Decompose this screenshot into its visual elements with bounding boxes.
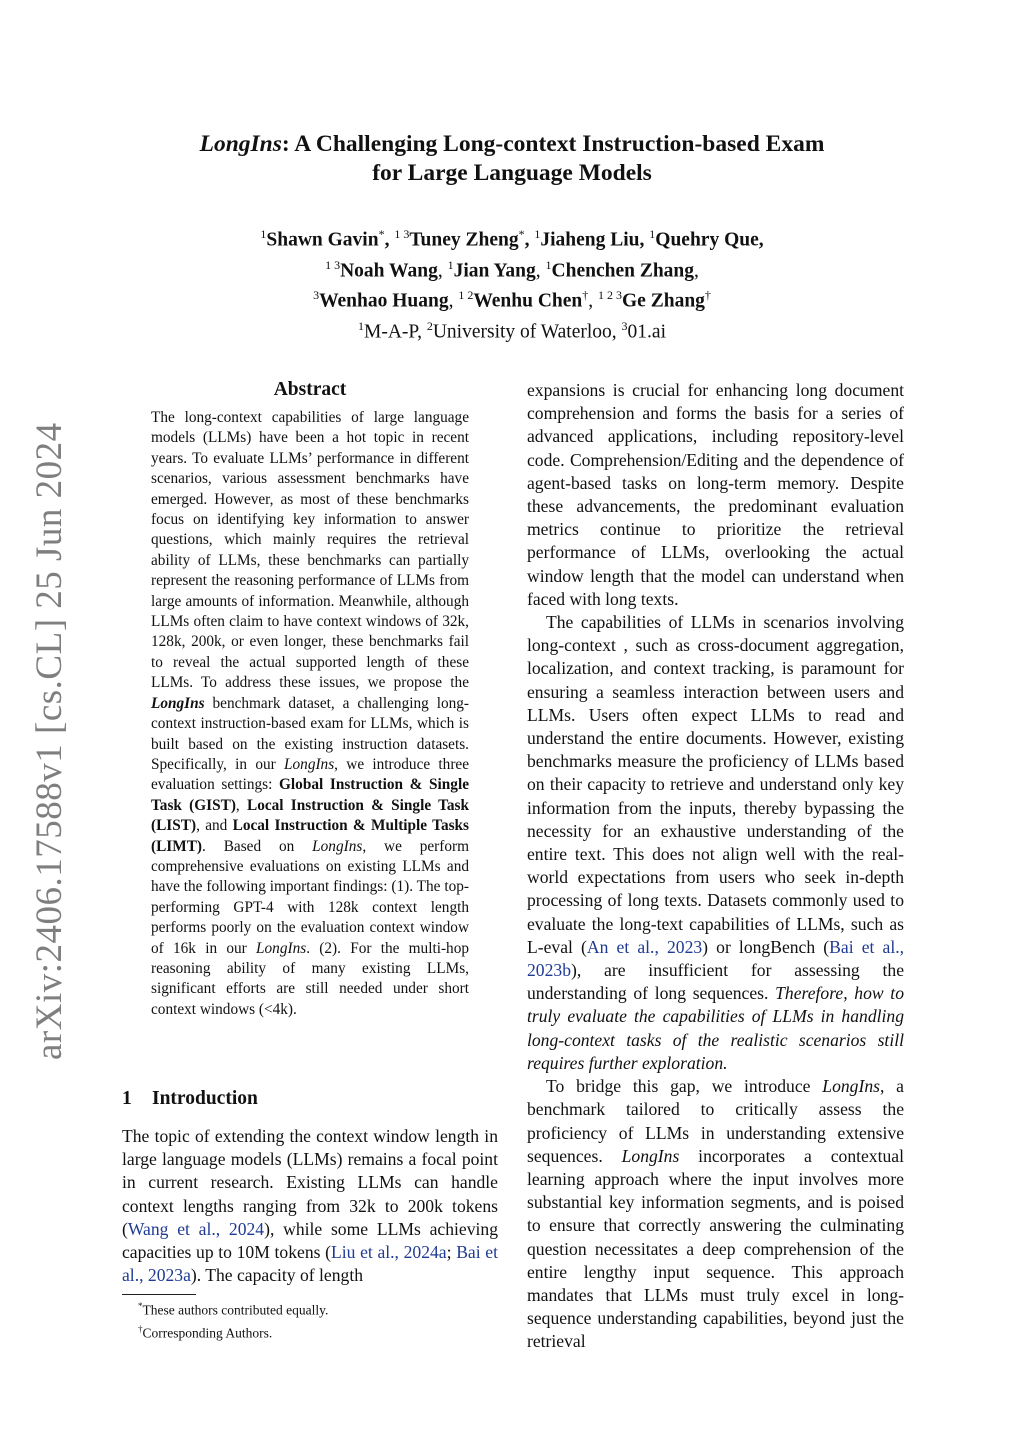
author-name: Shawn Gavin [266,229,379,251]
footnote-corresponding: †Corresponding Authors. [138,1323,273,1340]
author-name: Noah Wang [340,260,438,281]
arxiv-identifier: arXiv:2406.17588v1 [cs.CL] 25 Jun 2024 [29,422,70,1060]
author-name: Jiaheng Liu [540,229,640,251]
paragraph: To bridge this gap, we introduce LongIns, a benchmark tailored to critically assess the proficiency of LLMs in understanding extensive sequences. LongIns incorporates a contextual learning approach where the input involves more substantial key information segments, and is poised to ensure that correctly answering the culminating question necessitates a deep comprehension of the entire lengthy input sequence. This approach mandates that LLMs must truly excel in long-sequence understanding capabilities, beyond just the retrieval [527,1076,904,1352]
footnote-equal-contribution: *These authors contributed equally. [138,1301,329,1318]
title-benchmark-name: LongIns [199,131,282,157]
section-heading: 1 Introduction [122,1088,258,1109]
author-name: Chenchen Zhang [551,260,695,281]
citation-link[interactable]: Wang et al., 2024 [127,1218,265,1239]
citation-link[interactable]: Bai et al., 2023a [122,1242,498,1286]
author-name: Quehry Que [655,229,759,251]
author-name: Wenhao Huang [319,290,449,312]
footnote-divider [122,1294,196,1295]
author-name: Jian Yang [453,260,536,281]
paper-title [120,130,904,188]
author-row-2: $^{1 3}$Noah Wang, $^1$Jian Yang, $^1$Chenchen Zhang, [325,257,699,281]
abstract-section [151,378,469,1020]
author-name: Wenhu Chen [473,290,583,312]
citation-link[interactable]: Bai et al., 2023b [527,936,905,981]
affiliations: $^1$M-A-P, $^2$University of Waterloo, $^3$01.ai [358,318,666,342]
author-name: Ge Zhang [622,290,705,312]
author-block [120,222,904,344]
intro-paragraph: The topic of extending the context window length in large language models (LLMs) remains a focal point in current research. Existing LLMs can handle context lengths ranging from 32k to 200k tokens (Wang et al., 2024), while some LLMs achieving capacities up to 10M tokens (Liu et al., 2024a; Bai et al., 2023a). The capacity of length [122,1126,498,1286]
abstract-text: The long-context capabilities of large language models (LLMs) have been a hot topic in recent years. To evaluate LLMs’ performance in different scenarios, various assessment benchmarks have emerged. However, as most of these benchmarks focus on identifying key information to answer questions, which mainly requires the retrieval ability of LLMs, these benchmarks can partially represent the reasoning performance of LLMs from large amounts of information. Meanwhile, although LLMs often claim to have context windows of 32k, 128k, 200k, or even longer, these benchmarks fail to reveal the actual supported length of these LLMs. To address these issues, we propose the LongIns benchmark dataset, a challenging long-context instruction-based exam for LLMs, which is built based on the existing instruction datasets. Specifically, in our LongIns, we introduce three evaluation settings: Global Instruction & Single Task (GIST), Local Instruction & Single Task (LIST), and Local Instruction & Multiple Tasks (LIMT). Based on LongIns, we perform comprehensive evaluations on existing LLMs and have the following important findings: (1). The top-performing GPT-4 with 128k context length performs poorly on the evaluation context window of 16k in our LongIns. (2). For the multi-hop reasoning ability of many existing LLMs, significant efforts are still needed under short context windows (<4k). [151,409,470,1018]
right-column [527,379,904,1354]
title-line-2: for Large Language Models [372,160,652,186]
author-name: Tuney Zheng [409,229,519,251]
abstract-heading: Abstract [273,379,347,400]
paragraph: The capabilities of LLMs in scenarios involving long-context , such as cross-document aggregation, localization, and context tracking, is paramount for ensuring a seamless interaction between users and LLMs. Users often expect LLMs to read and understand the entire documents. However, existing benchmarks measure the proficiency of LLMs based on their capacity to retrieve and understand only key information from the inputs, thereby bypassing the necessity for an exhaustive understanding of the entire text. This does not align well with the real-world expectations from users who seek in-depth processing of long texts. Datasets commonly used to evaluate the long-text capabilities of LLMs, such as L-eval (An et al., 2023) or longBench (Bai et al., 2023b), are insufficient for assessing the understanding of long sequences. Therefore, how to truly evaluate the capabilities of LLMs in handling long-context tasks of the realistic scenarios still requires further exploration. [527,612,905,1073]
citation-link[interactable]: An et al., 2023 [586,936,703,957]
title-line-1: : A Challenging Long-context Instruction-based Exam [281,131,825,157]
paragraph: expansions is crucial for enhancing long document comprehension and forms the basis for a series of advanced applications, including repository-level code. Comprehension/Editing and the dependence of agent-based tasks on long-term memory. Despite these advancements, the predominant evaluation metrics continue to prioritize the retrieval performance of LLMs, overlooking the actual window length that the model can understand when faced with long texts. [527,380,904,609]
citation-link[interactable]: Liu et al., 2024a [331,1242,447,1263]
introduction-section [122,1087,498,1287]
author-row-1: $^1$Shawn Gavin*, $^{1 3}$Tuney Zheng*, $^1$Jiaheng Liu, $^1$Quehry Que, [260,227,764,251]
author-row-3: $^3$Wenhao Huang, $^{1 2}$Wenhu Chen†, $^{1 2 3}$Ge Zhang† [313,288,711,312]
footnotes [138,1297,498,1342]
